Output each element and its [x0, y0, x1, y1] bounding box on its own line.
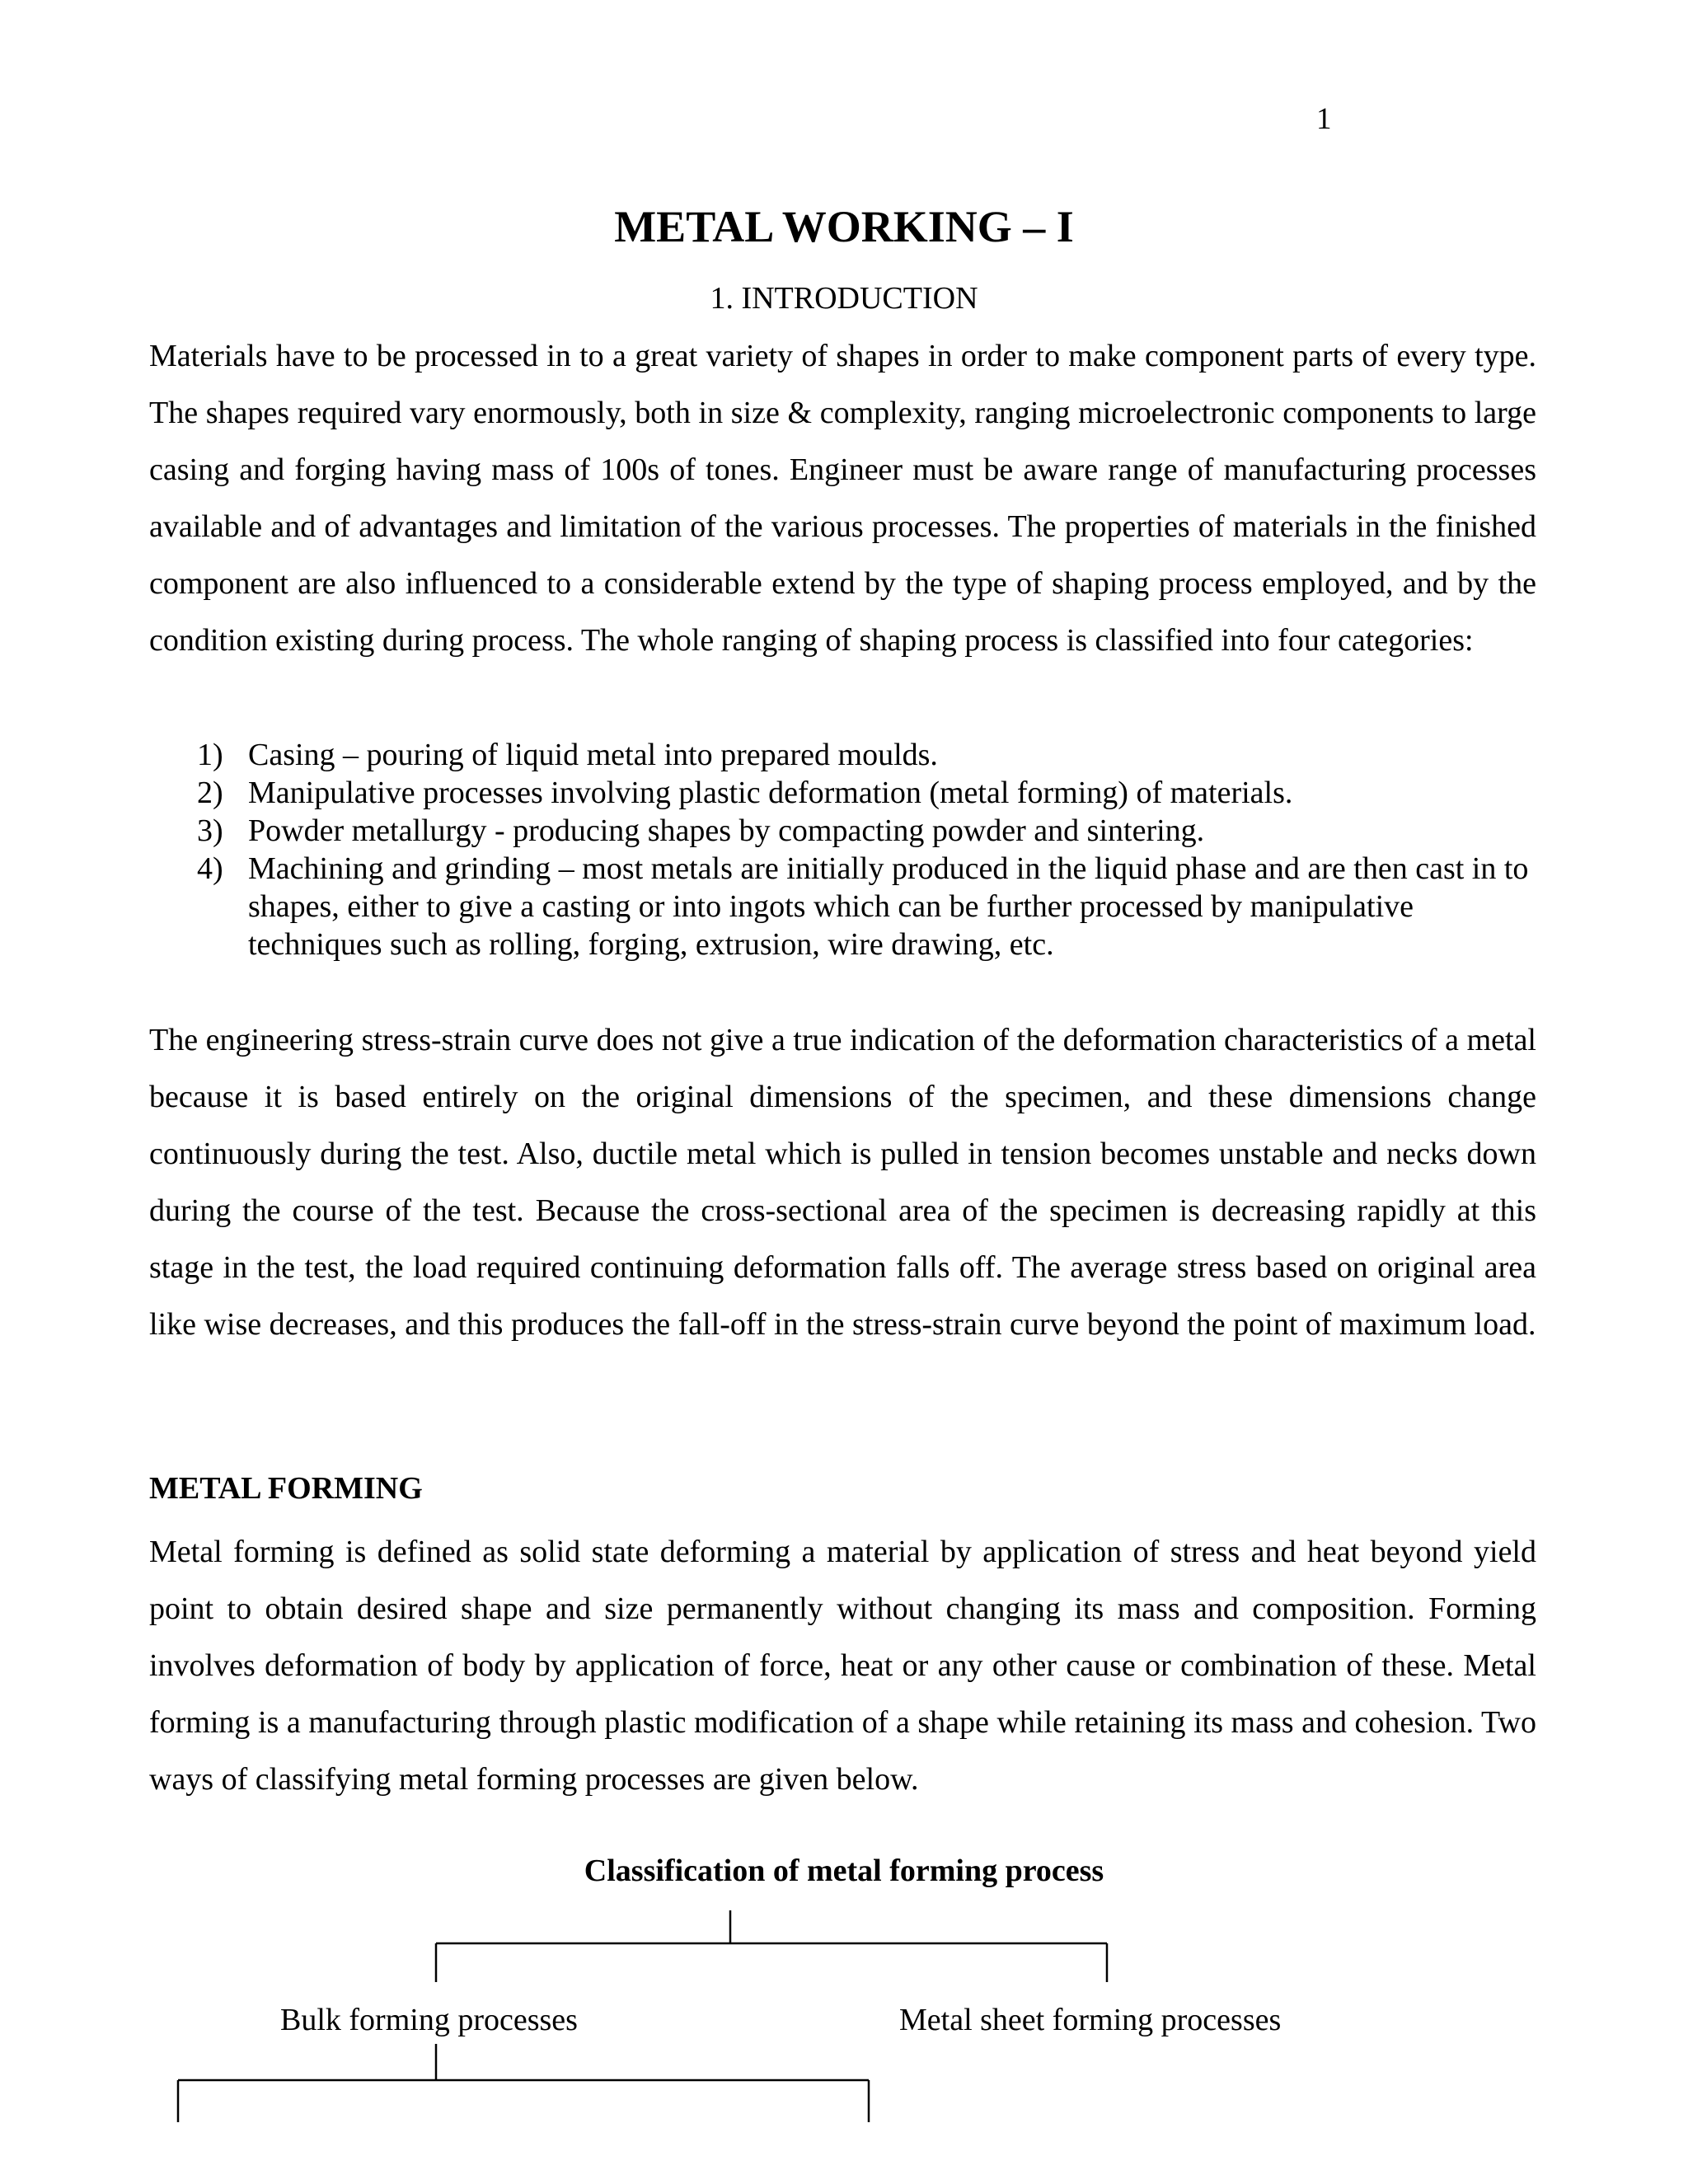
- list-item: [149, 736, 1536, 774]
- metal-forming-heading: METAL FORMING: [149, 1471, 423, 1506]
- list-item-number: 4): [197, 851, 223, 886]
- list-item-text: Powder metallurgy - producing shapes by compacting powder and sintering.: [248, 813, 1205, 848]
- sheet-forming-label: Metal sheet forming processes: [899, 2003, 1282, 2037]
- introduction-paragraph: Materials have to be processed in to a great variety of shapes in order to make component parts of every type. The shapes required vary enormously, both in size & complexity, ranging microelectronic components to large casing and forging having mass of 100s of tones. Engineer must be aware range of manufacturing processes available and of advantages and limitation of the various processes. The properties of materials in the finished component are also influenced to a considerable extend by the type of shaping process employed, and by the condition existing during process. The whole ranging of shaping process is classified into four categories:: [149, 339, 1536, 658]
- page-number: 1: [1316, 102, 1332, 136]
- bulk-forming-label: Bulk forming processes: [280, 2003, 578, 2037]
- list-item: [149, 850, 1536, 963]
- shaping-categories-list: [149, 736, 1536, 963]
- list-item-text: Machining and grinding – most metals are initially produced in the liquid phase and are then cast in to shapes, either to give a casting or into ingots which can be further processed by manipulative techniques such as rolling, forging, extrusion, wire drawing, etc.: [248, 851, 1529, 962]
- list-item-text: Manipulative processes involving plastic deformation (metal forming) of materials.: [248, 776, 1293, 810]
- metal-forming-paragraph: Metal forming is defined as solid state deforming a material by application of stress and heat beyond yield point to obtain desired shape and size permanently without changing its mass and composition. Forming involves deformation of body by application of force, heat or any other cause or combination of these. Metal forming is a manufacturing through plastic modification of a shape while retaining its mass and cohesion. Two ways of classifying metal forming processes are given below.: [149, 1535, 1536, 1797]
- stress-strain-paragraph: The engineering stress-strain curve does not give a true indication of the deformation characteristics of a metal because it is based entirely on the original dimensions of the specimen, and these dimensions change continuously during the test. Also, ductile metal which is pulled in tension becomes unstable and necks down during the course of the test. Because the cross-sectional area of the specimen is decreasing rapidly at this stage in the test, the load required continuing deformation falls off. The average stress based on original area like wise decreases, and this produces the fall-off in the stress-strain curve beyond the point of maximum load.: [149, 1023, 1536, 1342]
- section-heading-introduction: 1. INTRODUCTION: [710, 281, 978, 316]
- list-item-number: 3): [197, 813, 223, 848]
- document-title: METAL WORKING – I: [614, 202, 1074, 251]
- list-item-number: 1): [197, 738, 223, 772]
- list-item: [149, 812, 1536, 850]
- list-item: [149, 774, 1536, 812]
- classification-title: Classification of metal forming process: [584, 1854, 1104, 1888]
- list-item-text: Casing – pouring of liquid metal into prepared moulds.: [248, 738, 938, 772]
- list-item-number: 2): [197, 776, 223, 810]
